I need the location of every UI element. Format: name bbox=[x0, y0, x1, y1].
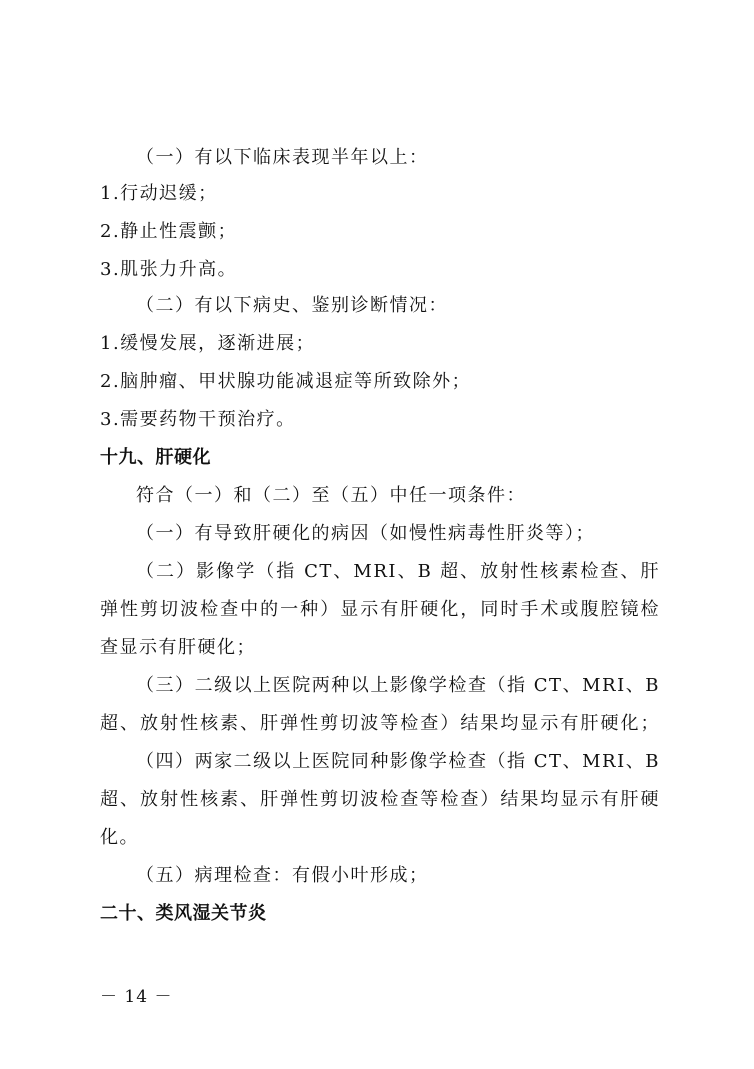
text-line-1: （一）有以下临床表现半年以上： bbox=[136, 147, 429, 168]
text-line-12: （二）影像学（指 CT、MRI、B 超、放射性核素检查、肝 bbox=[136, 561, 660, 582]
text-line-17: （四）两家二级以上医院同种影像学检查（指 CT、MRI、B bbox=[136, 751, 660, 772]
text-line-7: 2.脑肿瘤、甲状腺功能减退症等所致除外； bbox=[100, 371, 472, 392]
text-line-18: 超、放射性核素、肝弹性剪切波检查等检查）结果均显示有肝硬 bbox=[100, 789, 660, 810]
text-line-14: 查显示有肝硬化； bbox=[100, 637, 256, 658]
text-line-6: 1.缓慢发展，逐渐进展； bbox=[100, 333, 316, 354]
text-line-20: （五）病理检查：有假小叶形成； bbox=[136, 865, 429, 886]
text-line-11: （一）有导致肝硬化的病因（如慢性病毒性肝炎等）； bbox=[136, 523, 595, 544]
text-line-8: 3.需要药物干预治疗。 bbox=[100, 409, 296, 430]
text-line-5: （二）有以下病史、鉴别诊断情况： bbox=[136, 295, 448, 316]
text-line-19: 化。 bbox=[100, 827, 139, 848]
page-number: － 14 － bbox=[100, 987, 173, 1007]
text-line-16: 超、放射性核素、肝弹性剪切波等检查）结果均显示有肝硬化； bbox=[100, 713, 660, 734]
text-line-3: 2.静止性震颤； bbox=[100, 221, 238, 242]
text-line-2: 1.行动迟缓； bbox=[100, 183, 218, 204]
section-heading-liver-cirrhosis: 十九、肝硬化 bbox=[100, 447, 211, 468]
text-line-15: （三）二级以上医院两种以上影像学检查（指 CT、MRI、B bbox=[136, 675, 660, 696]
text-line-4: 3.肌张力升高。 bbox=[100, 259, 238, 280]
text-line-10: 符合（一）和（二）至（五）中任一项条件： bbox=[136, 485, 526, 506]
text-line-13: 弹性剪切波检查中的一种）显示有肝硬化，同时手术或腹腔镜检 bbox=[100, 599, 660, 620]
section-heading-rheumatoid-arthritis: 二十、类风湿关节炎 bbox=[100, 903, 267, 924]
